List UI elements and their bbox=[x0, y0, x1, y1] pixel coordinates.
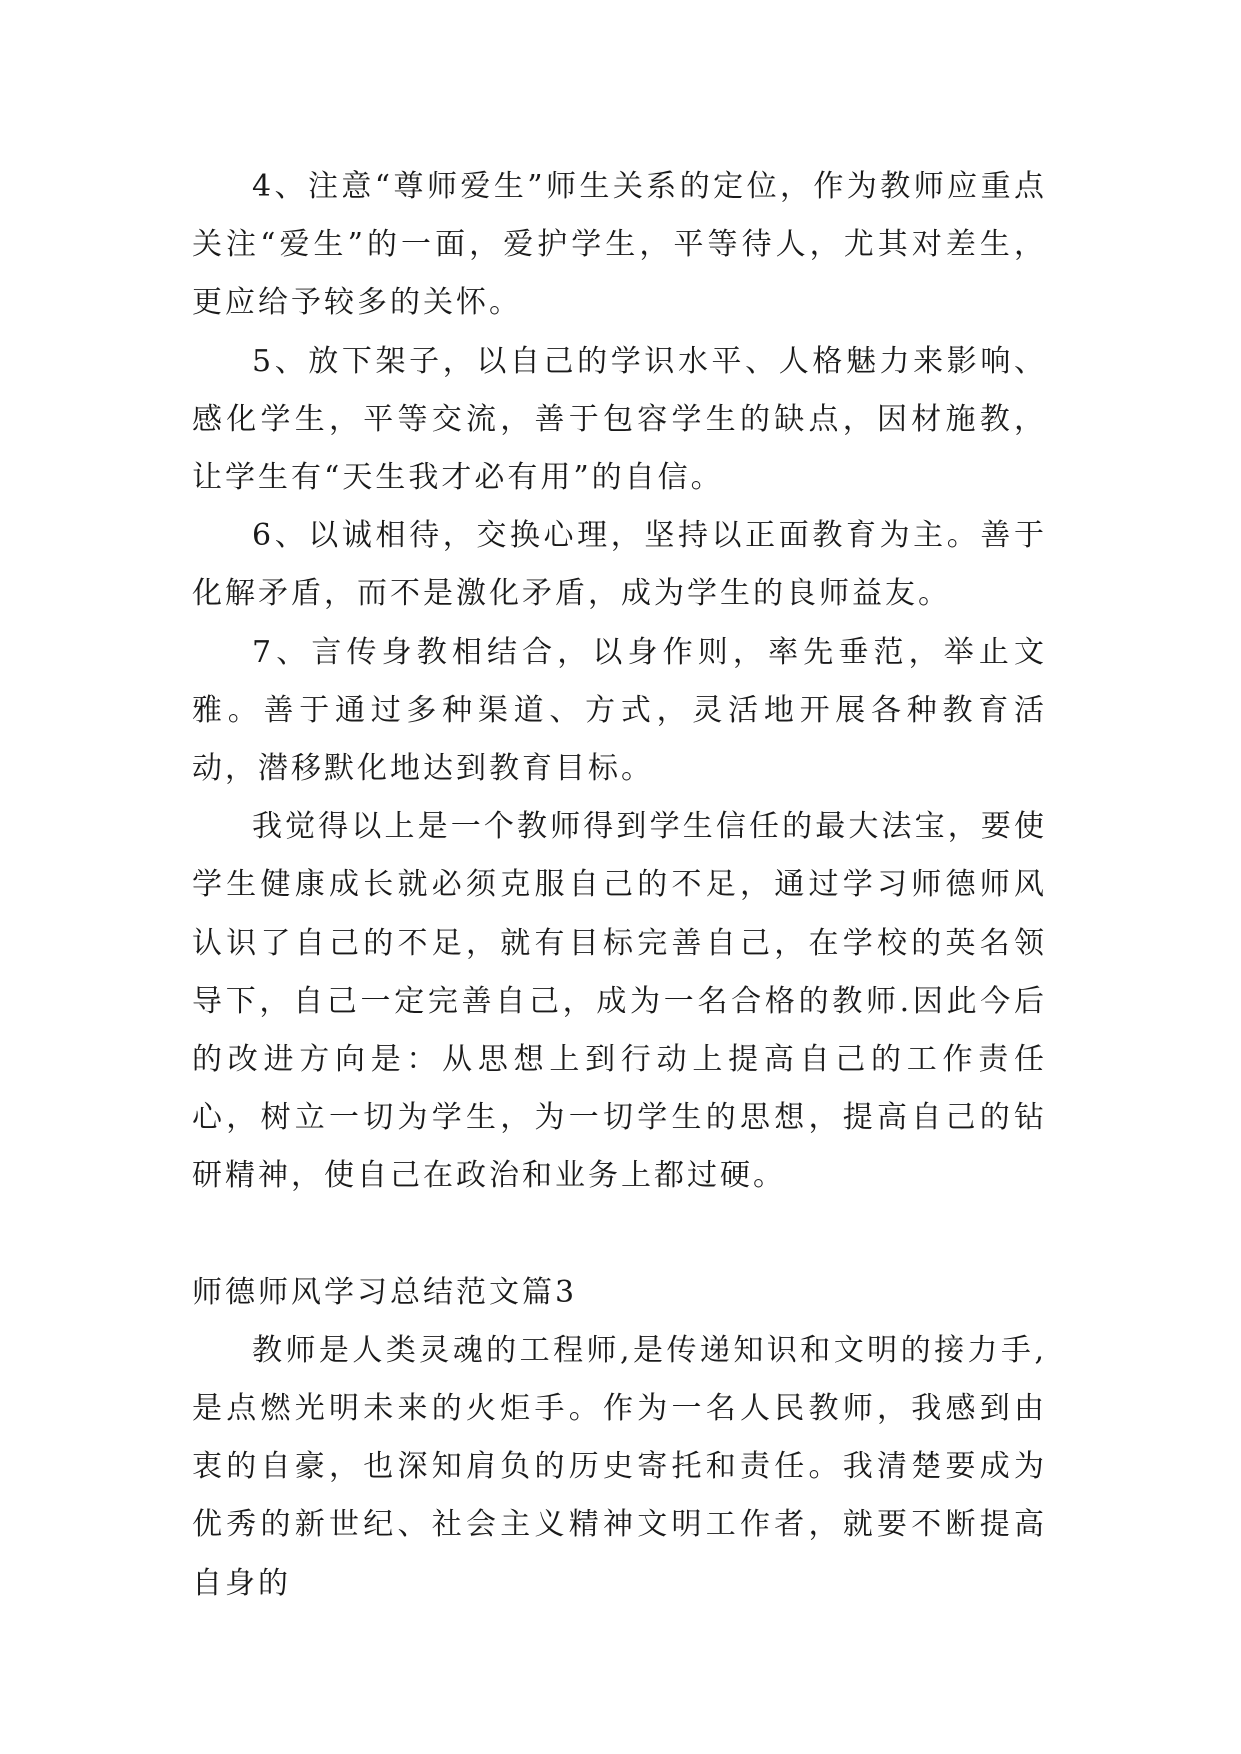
document-body bbox=[192, 158, 1047, 1613]
paragraph-item-6: 6、以诚相待，交换心理，坚持以正面教育为主。善于化解矛盾，而不是激化矛盾，成为学生的良师益友。 bbox=[192, 518, 1047, 612]
section-heading: 师德师风学习总结范文篇3 bbox=[192, 1274, 578, 1310]
paragraph-item-7: 7、言传身教相结合，以身作则，率先垂范，举止文雅。善于通过多种渠道、方式，灵活地开展各种教育活动，潜移默化地达到教育目标。 bbox=[192, 634, 1047, 787]
paragraph-item-4: 4、注意“尊师爱生”师生关系的定位，作为教师应重点关注“爱生”的一面，爱护学生，平等待人，尤其对差生，更应给予较多的关怀。 bbox=[192, 169, 1047, 321]
paragraph-item-5: 5、放下架子，以自己的学识水平、人格魅力来影响、感化学生，平等交流，善于包容学生的缺点，因材施教，让学生有“天生我才必有用”的自信。 bbox=[192, 343, 1047, 496]
paragraph-conclusion: 我觉得以上是一个教师得到学生信任的最大法宝，要使学生健康成长就必须克服自己的不足，通过学习师德师风认识了自己的不足，就有目标完善自己，在学校的英名领导下，自己一定完善自己，成为一名合格的教师.因此今后的改进方向是：从思想上到行动上提高自己的工作责任心，树立一切为学生，为一切学生的思想，提高自己的钻研精神，使自己在政治和业务上都过硬。 bbox=[192, 809, 1047, 1194]
paragraph-section3-intro: 教师是人类灵魂的工程师,是传递知识和文明的接力手,是点燃光明未来的火炬手。作为一名人民教师，我感到由衷的自豪，也深知肩负的历史寄托和责任。我清楚要成为优秀的新世纪、社会主义精神文明工作者，就要不断提高自身的 bbox=[192, 1332, 1047, 1601]
